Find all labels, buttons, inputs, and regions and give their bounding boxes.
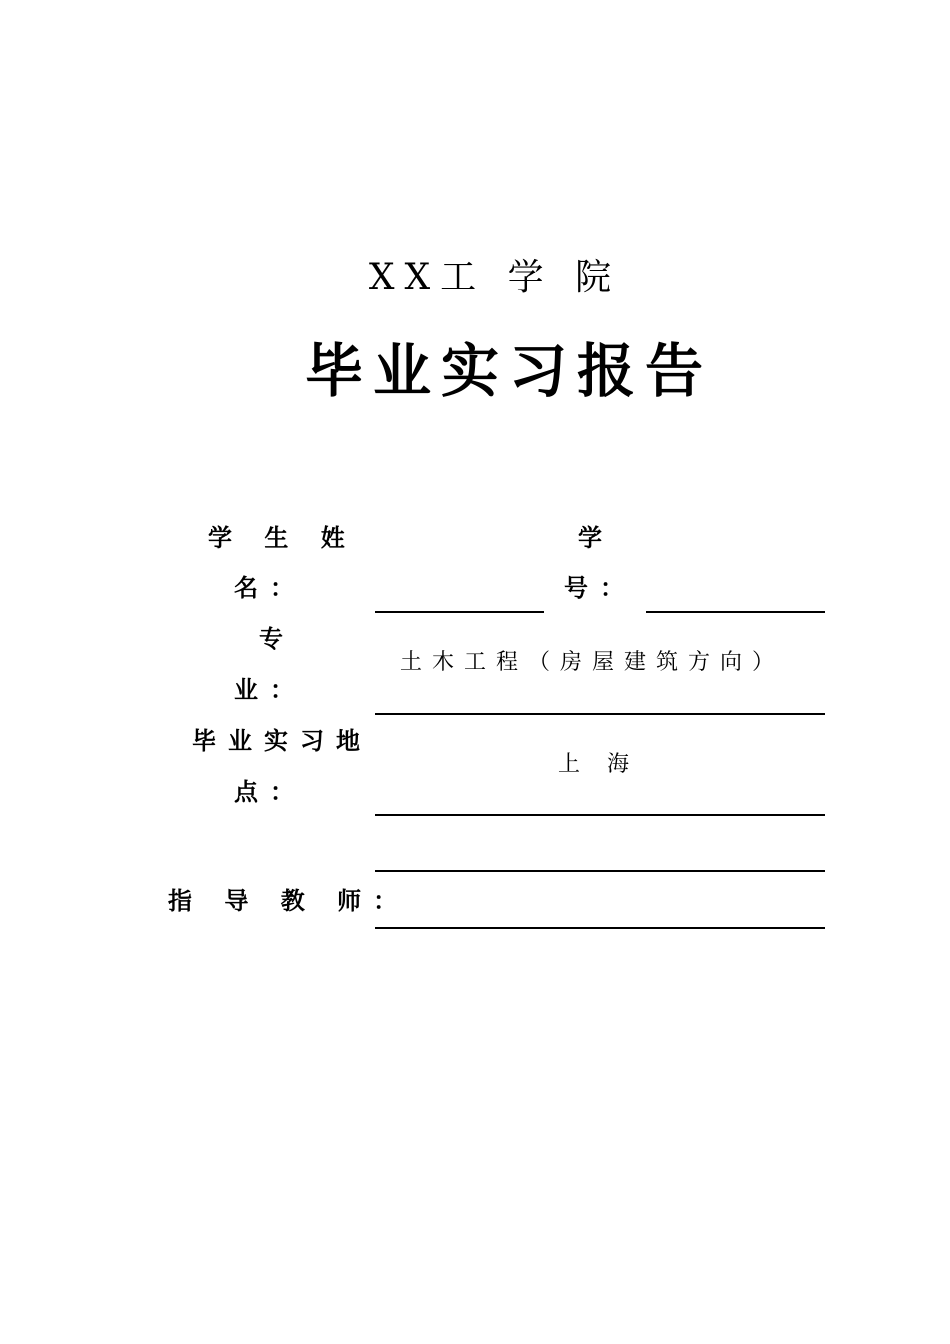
major-value: 土木工程（房屋建筑方向）: [400, 650, 785, 675]
student-name-label-line1: 学 生 姓: [208, 524, 357, 552]
major-label-line1: 专: [259, 625, 295, 653]
location-label-line2: 点：: [234, 778, 306, 806]
advisor-label: 指 导 教 师：: [168, 887, 410, 915]
report-title: 毕业实习报告: [304, 337, 713, 405]
location-value: 上 海: [558, 752, 639, 777]
major-field[interactable]: [375, 713, 825, 715]
student-id-field[interactable]: [646, 611, 825, 613]
student-id-label-line2: 号：: [564, 574, 636, 602]
advisor-field[interactable]: [375, 927, 825, 929]
student-id-label-line1: 学: [578, 524, 614, 552]
blank-field[interactable]: [375, 870, 825, 872]
institution-name: XX工 学 院: [368, 257, 622, 298]
location-field[interactable]: [375, 814, 825, 816]
location-label-line1: 毕业实习地: [192, 727, 372, 755]
major-label-line2: 业：: [234, 676, 306, 704]
student-name-label-line2: 名：: [234, 574, 306, 602]
student-name-field[interactable]: [375, 611, 544, 613]
